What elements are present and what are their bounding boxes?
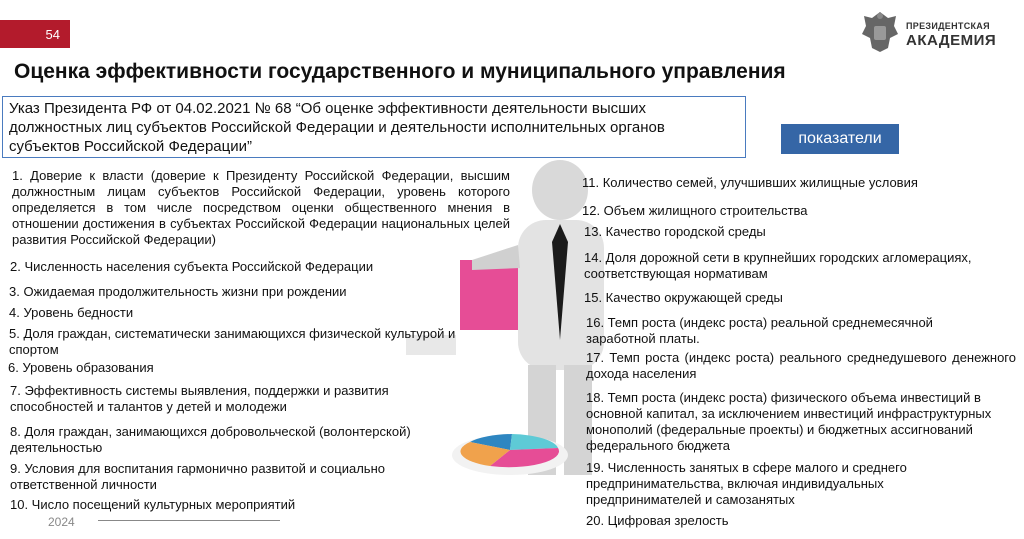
logo-line2: АКАДЕМИЯ bbox=[906, 32, 997, 49]
indicator-item-2: 2. Численность населения субъекта Российской Федерации bbox=[10, 259, 374, 274]
academy-logo bbox=[858, 8, 1008, 60]
indicator-item-20: 20. Цифровая зрелость bbox=[586, 513, 729, 528]
indicator-item-19: 19. Численность занятых в сфере малого и среднего предпринимательства, включая индивидуальных предпринимателей и самозанятых bbox=[586, 460, 907, 507]
indicator-item-15: 15. Качество окружающей среды bbox=[584, 290, 783, 305]
slide-number: 54 bbox=[0, 20, 70, 48]
indicator-item-14: 14. Доля дорожной сети в крупнейших городских агломерациях, соответствующая нормативам bbox=[584, 250, 972, 281]
page-title: Оценка эффективности государственного и муниципального управления bbox=[14, 60, 786, 83]
indicator-item-1: 1. Доверие к власти (доверие к Президенту Российской Федерации, высшим должностным лицам субъектов Российской Федерации, уровень которого определяется в том числе посредством оценки общественного мнения в отношении достижения в субъектах Российской Федерации национальных целей развития Российской Федерации) bbox=[12, 168, 510, 247]
indicator-item-8: 8. Доля граждан, занимающихся добровольческой (волонтерской) деятельностью bbox=[10, 424, 411, 455]
logo-line1: ПРЕЗИДЕНТСКАЯ bbox=[906, 21, 990, 31]
indicator-item-12: 12. Объем жилищного строительства bbox=[582, 203, 808, 218]
indicator-item-3: 3. Ожидаемая продолжительность жизни при рождении bbox=[9, 284, 347, 299]
indicator-item-4: 4. Уровень бедности bbox=[9, 305, 134, 320]
indicator-item-7: 7. Эффективность системы выявления, поддержки и развития способностей и талантов у детей и молодежи bbox=[10, 383, 389, 414]
indicator-item-6: 6. Уровень образования bbox=[8, 360, 154, 375]
indicator-item-11: 11. Количество семей, улучшивших жилищные условия bbox=[582, 175, 918, 190]
indicator-item-9: 9. Условия для воспитания гармонично развитой и социально ответственной личности bbox=[10, 461, 385, 492]
indicator-item-5: 5. Доля граждан, систематически занимающихся физической культурой и спортом bbox=[9, 326, 456, 357]
indicators-badge: показатели bbox=[781, 124, 899, 154]
indicator-item-16: 16. Темп роста (индекс роста) реальной среднемесячной заработной платы. bbox=[586, 315, 933, 346]
indicator-item-13: 13. Качество городской среды bbox=[584, 224, 766, 239]
decree-box: Указ Президента РФ от 04.02.2021 № 68 “Об оценке эффективности деятельности высших должностных лиц субъектов Российской Федерации и деятельности исполнительных органов субъектов Российской Федерации” bbox=[2, 96, 746, 158]
indicator-item-17: 17. Темп роста (индекс роста) реального среднедушевого денежного дохода населения bbox=[586, 350, 1016, 381]
indicator-item-18: 18. Темп роста (индекс роста) физического объема инвестиций в основной капитал, за исключением инвестиций инфраструктурных монополий (федеральные проекты) и бюджетных ассигнований федерального бюджета bbox=[586, 390, 992, 453]
footer-year: 2024 bbox=[48, 515, 75, 529]
footer-divider bbox=[98, 520, 280, 521]
indicator-item-10: 10. Число посещений культурных мероприятий bbox=[10, 497, 296, 512]
eagle-emblem-icon bbox=[858, 8, 902, 56]
